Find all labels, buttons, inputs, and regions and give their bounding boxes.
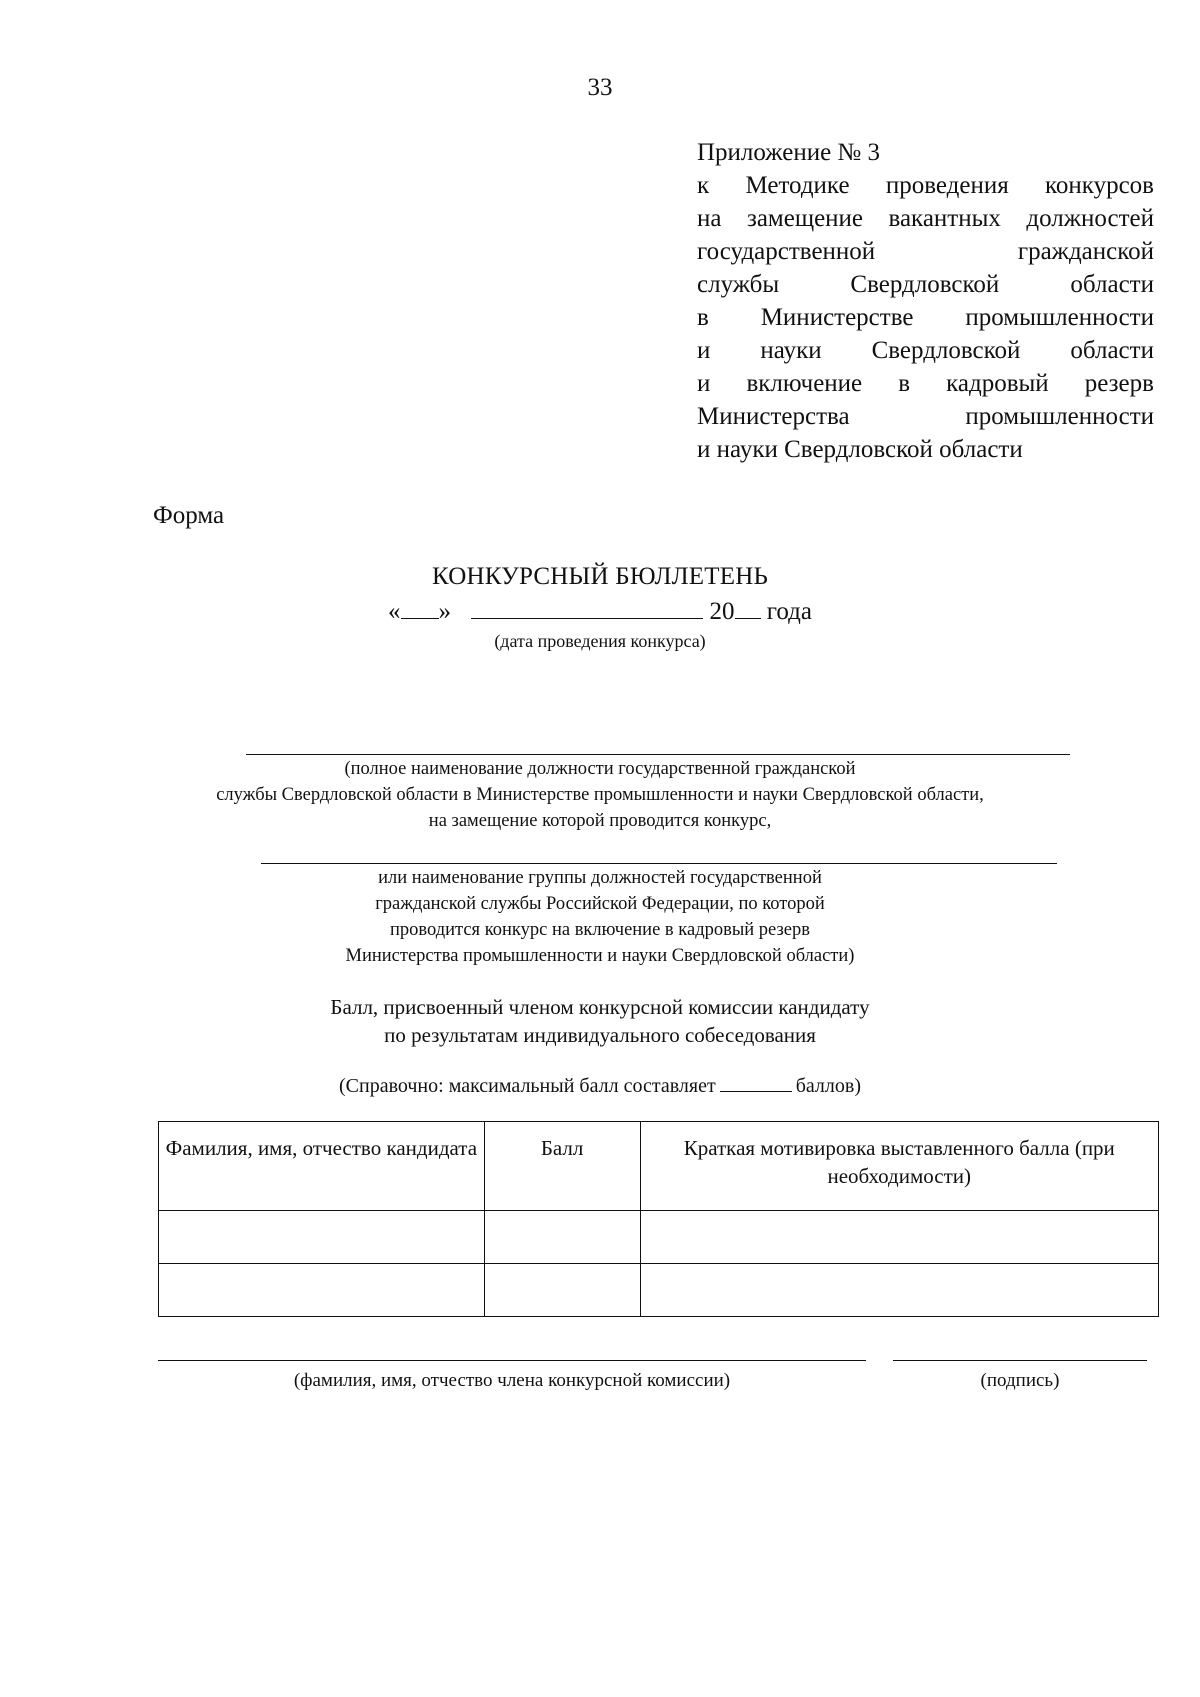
appendix-block	[697, 136, 1154, 466]
appendix-line: Приложение № 3	[697, 139, 881, 166]
appendix-word: области	[1070, 271, 1154, 298]
appendix-word: замещение	[746, 205, 864, 232]
candidate-name-cell[interactable]	[159, 1211, 485, 1264]
appendix-word: резерв	[1084, 370, 1154, 397]
day-blank[interactable]	[401, 596, 439, 619]
appendix-word: к	[697, 172, 710, 199]
date-close-quote: »	[438, 598, 451, 625]
appendix-word: науки	[760, 337, 822, 364]
appendix-line	[697, 334, 1154, 367]
appendix-word: Методике	[745, 172, 850, 199]
score-line: по результатам индивидуального собеседования	[384, 1023, 816, 1047]
appendix-line	[697, 301, 1154, 334]
position-caption	[0, 756, 1200, 834]
candidate-name-cell[interactable]	[159, 1264, 485, 1317]
appendix-word: промышленности	[965, 403, 1154, 430]
appendix-word: гражданской	[1017, 238, 1154, 265]
appendix-word: вакантных	[888, 205, 1001, 232]
caption-line: на замещение которой проводится конкурс,	[428, 811, 772, 831]
header-candidate-name: Фамилия, имя, отчество кандидата	[159, 1122, 485, 1211]
appendix-word: Министерства	[697, 403, 850, 430]
appendix-line	[697, 235, 1154, 268]
page-number: 33	[587, 74, 613, 101]
position-name-line[interactable]	[246, 754, 1070, 755]
score-description	[0, 993, 1200, 1049]
appendix-word: государственной	[697, 238, 876, 265]
appendix-word: и	[697, 370, 711, 397]
appendix-line	[697, 400, 1154, 433]
month-blank[interactable]	[471, 596, 703, 619]
table-header-row	[159, 1122, 1159, 1211]
appendix-line	[697, 367, 1154, 400]
appendix-word: включение	[746, 370, 863, 397]
date-line	[0, 596, 1200, 626]
group-name-line[interactable]	[261, 863, 1057, 864]
appendix-word: должностей	[1026, 205, 1154, 232]
member-name-caption: (фамилия, имя, отчество члена конкурсной комиссии)	[293, 1370, 731, 1391]
appendix-word: службы	[697, 271, 780, 298]
appendix-line	[697, 202, 1154, 235]
max-score-blank[interactable]	[720, 1073, 792, 1092]
caption-line: Министерства промышленности и науки Свердловской области)	[345, 946, 855, 966]
caption-line: проводится конкурс на включение в кадровый резерв	[390, 920, 810, 940]
table-row	[159, 1211, 1159, 1264]
score-table	[158, 1121, 1159, 1317]
score-cell[interactable]	[484, 1211, 640, 1264]
date-open-quote: «	[388, 598, 401, 625]
appendix-word: области	[1070, 337, 1154, 364]
table-row	[159, 1264, 1159, 1317]
appendix-word: кадровый	[946, 370, 1049, 397]
year-prefix: 20	[709, 598, 735, 625]
caption-line: (полное наименование должности государственной гражданской	[344, 759, 856, 779]
score-cell[interactable]	[484, 1264, 640, 1317]
appendix-word: и	[697, 337, 711, 364]
caption-line: службы Свердловской области в Министерстве промышленности и науки Свердловской области,	[216, 785, 984, 805]
year-suffix: года	[766, 598, 812, 625]
form-label: Форма	[153, 502, 225, 529]
appendix-word: Министерстве	[760, 304, 914, 331]
header-score: Балл	[484, 1122, 640, 1211]
appendix-word: Свердловской	[871, 337, 1021, 364]
signature-line[interactable]	[893, 1360, 1147, 1361]
ballot-title: КОНКУРСНЫЙ БЮЛЛЕТЕНЬ	[431, 563, 769, 590]
reference-suffix: баллов)	[795, 1075, 861, 1097]
appendix-line: и науки Свердловской области	[697, 436, 1023, 463]
appendix-word: промышленности	[965, 304, 1154, 331]
score-line: Балл, присвоенный членом конкурсной комиссии кандидату	[330, 995, 870, 1019]
appendix-line	[697, 268, 1154, 301]
reference-prefix: (Справочно: максимальный балл составляет	[339, 1075, 716, 1097]
appendix-word: в	[697, 304, 709, 331]
motivation-cell[interactable]	[640, 1264, 1158, 1317]
appendix-word: в	[898, 370, 911, 397]
appendix-word: Свердловской	[850, 271, 1000, 298]
caption-line: гражданской службы Российской Федерации, по которой	[375, 894, 825, 914]
caption-line: или наименование группы должностей государственной	[378, 868, 822, 888]
max-score-reference	[0, 1073, 1200, 1098]
appendix-word: на	[697, 205, 722, 232]
date-caption: (дата проведения конкурса)	[494, 631, 706, 651]
header-motivation: Краткая мотивировка выставленного балла (при необходимости)	[640, 1122, 1158, 1211]
signature-caption: (подпись)	[980, 1370, 1060, 1391]
group-caption	[0, 865, 1200, 969]
appendix-word: конкурсов	[1045, 172, 1154, 199]
motivation-cell[interactable]	[640, 1211, 1158, 1264]
member-name-line[interactable]	[158, 1360, 866, 1361]
appendix-word: проведения	[885, 172, 1009, 199]
year-blank[interactable]	[735, 596, 761, 619]
appendix-line	[697, 169, 1154, 202]
